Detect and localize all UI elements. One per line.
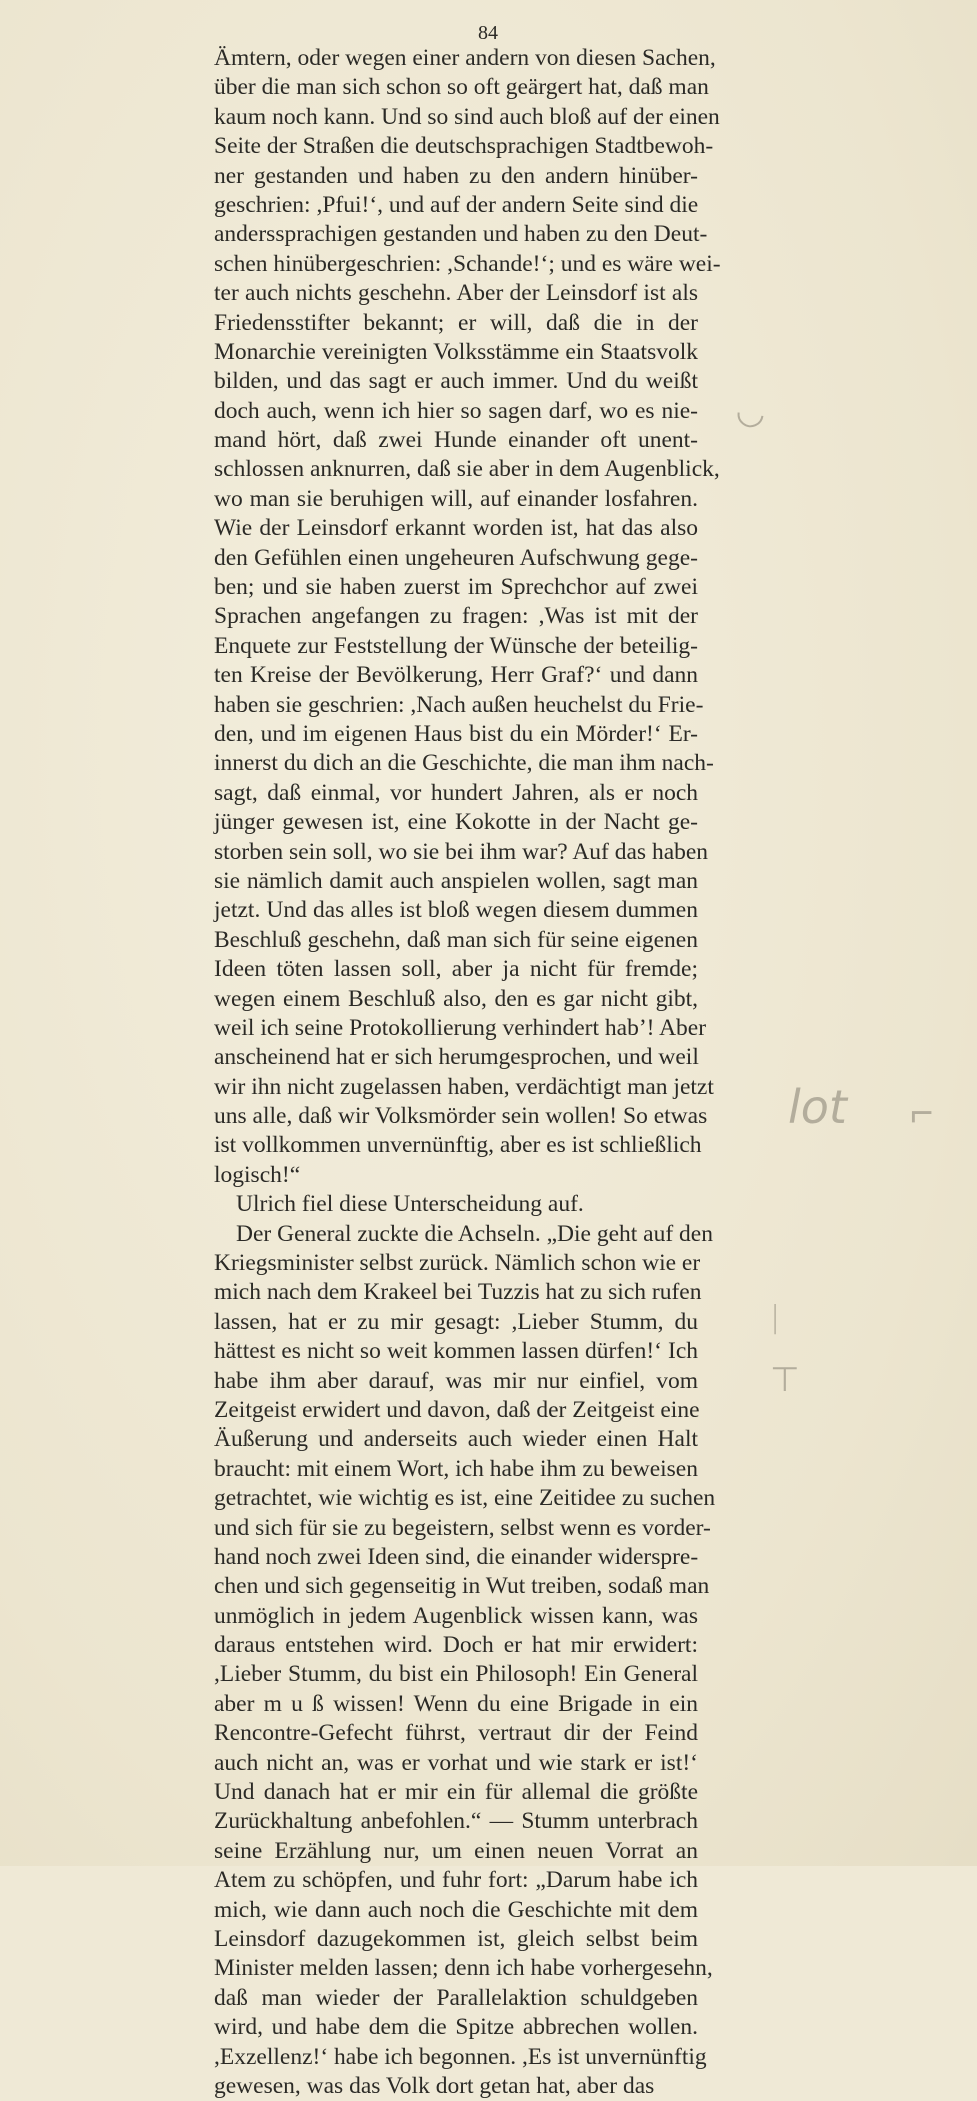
text-line: mand hört, daß zwei Hunde einander oft unent- [214,427,698,454]
text-line: wir ihn nicht zugelassen haben, verdächtigt man jetzt [214,1073,714,1100]
text-line: Ideen töten lassen soll, aber ja nicht für fremde; [214,956,698,983]
text-line: geschrien: ,Pfui!‘, und auf der andern Seite sind die [214,191,699,218]
text-line: gewesen, was das Volk dort getan hat, aber das [214,2072,655,2099]
text-line: getrachtet, wie wichtig es ist, eine Zeitidee zu suchen [214,1485,716,1512]
text-line: schlossen anknurren, daß sie aber in dem Augenblick, [214,456,720,483]
text-line: und sich für sie zu begeistern, selbst wenn es vorder- [214,1514,711,1541]
text-line: über die man sich schon so oft geärgert hat, daß man [214,74,709,101]
page-number: 84 [478,22,498,44]
text-line: Enquete zur Feststellung der Wünsche der beteilig- [214,632,698,659]
text-line: Monarchie vereinigten Volksstämme ein Staatsvolk [214,338,698,365]
text-line: habe ihm aber darauf, was mir nur einfiel, vom [214,1367,698,1394]
text-line: sie nämlich damit auch anspielen wollen, sagt man [214,867,698,894]
text-line: Rencontre-Gefecht führst, vertraut dir der Feind [214,1720,698,1747]
text-line: daraus entstehen wird. Doch er hat mir erwidert: [214,1632,698,1659]
text-line: ten Kreise der Bevölkerung, Herr Graf?‘ und dann [214,662,698,689]
text-line: mich, wie dann auch noch die Geschichte mit dem [214,1896,698,1923]
pencil-mark-stroke-icon: | [770,1300,781,1335]
text-line: ner gestanden und haben zu den andern hinüber- [214,162,698,189]
text-line: Wie der Leinsdorf erkannt worden ist, hat das also [214,515,698,542]
text-line: seine Erzählung nur, um einen neuen Vorrat an [214,1837,698,1864]
text-line: unmöglich in jedem Augenblick wissen kann, was [214,1602,698,1629]
text-line: ,Lieber Stumm, du bist ein Philosoph! Ein General [214,1661,698,1688]
text-line: aber m u ß wissen! Wenn du eine Brigade in ein [214,1690,698,1717]
text-line: logisch!“ [214,1161,301,1188]
pencil-annotation-bracket: ⌐ [910,1090,934,1136]
body-text [214,44,721,2101]
text-line: schen hinübergeschrien: ,Schande!‘; und es wäre wei- [214,250,721,277]
text-line: wo man sie beruhigen will, auf einander losfahren. [214,485,698,512]
text-line: lassen, hat er zu mir gesagt: ,Lieber Stumm, du [214,1308,698,1335]
text-line: uns alle, daß wir Volksmörder sein wollen! So etwas [214,1103,708,1130]
text-line: auch nicht an, was er vorhat und wie stark er ist!‘ [214,1749,698,1776]
text-line: anderssprachigen gestanden und haben zu den Deut- [214,221,708,248]
text-line: ben; und sie haben zuerst im Sprechchor auf zwei [214,574,698,601]
text-line: innerst du dich an die Geschichte, die man ihm nach- [214,750,714,777]
text-line: weil ich seine Protokollierung verhindert hab’! Aber [214,1014,707,1041]
text-line: Ulrich fiel diese Unterscheidung auf. [236,1191,584,1218]
text-line: ,Exzellenz!‘ habe ich begonnen. ,Es ist unvernünftig [214,2043,707,2070]
text-line: Zeitgeist erwidert und davon, daß der Zeitgeist eine [214,1396,700,1423]
text-line: Und danach hat er mir ein für allemal die größte [214,1779,698,1806]
text-line: Friedensstifter bekannt; er will, daß die in der [214,309,698,336]
text-line: Atem zu schöpfen, und fuhr fort: „Darum habe ich [214,1867,698,1894]
text-line: wegen einem Beschluß also, den es gar nicht gibt, [214,985,698,1012]
text-line: Der General zuckte die Achseln. „Die geht auf den [236,1220,713,1247]
text-line: wird, und habe dem die Spitze abbrechen wollen. [214,2014,698,2041]
text-line: den, und im eigenen Haus bist du ein Mörder!‘ Er- [214,720,698,747]
text-line: Zurückhaltung anbefohlen.“ — Stumm unterbrach [214,1808,698,1835]
text-line: Beschluß geschehn, daß man sich für seine eigenen [214,926,698,953]
text-line: haben sie geschrien: ,Nach außen heuchelst du Frie- [214,691,704,718]
text-line: Sprachen angefangen zu fragen: ,Was ist mit der [214,603,698,630]
text-line: chen und sich gegenseitig in Wut treiben, sodaß man [214,1573,710,1600]
text-line: mich nach dem Krakeel bei Tuzzis hat zu sich rufen [214,1279,702,1306]
text-line: hättest es nicht so weit kommen lassen dürfen!‘ Ich [214,1338,698,1365]
text-line: Kriegsminister selbst zurück. Nämlich schon wie er [214,1250,701,1277]
pencil-mark-curve-icon: ◡ [733,390,769,434]
text-line: daß man wieder der Parallelaktion schuldgeben [214,1984,698,2011]
pencil-mark-tick-icon: ⊤ [770,1360,800,1400]
text-line: storben sein soll, wo sie bei ihm war? Auf das haben [214,838,709,865]
text-line: Ämtern, oder wegen einer andern von diesen Sachen, [214,45,716,71]
text-line: Äußerung und anderseits auch wieder einen Halt [214,1426,698,1453]
text-line: anscheinend hat er sich herumgesprochen, und weil [214,1044,699,1071]
text-line: jünger gewesen ist, eine Kokotte in der Nacht ge- [214,809,698,836]
text-line: bilden, und das sagt er auch immer. Und du weißt [214,368,698,395]
text-line: ter auch nichts geschehn. Aber der Leinsdorf ist als [214,280,698,307]
pencil-annotation-lot: lot [788,1080,847,1134]
text-line: braucht: mit einem Wort, ich habe ihm zu beweisen [214,1455,698,1482]
text-line: Minister melden lassen; denn ich habe vorhergesehn, [214,1955,713,1982]
text-line: Leinsdorf dazugekommen ist, gleich selbst beim [214,1926,698,1952]
text-line: sagt, daß einmal, vor hundert Jahren, als er noch [214,779,698,806]
text-line: Seite der Straßen die deutschsprachigen Stadtbewoh- [214,133,714,160]
text-line: ist vollkommen unvernünftig, aber es ist schließlich [214,1132,702,1159]
text-line: kaum noch kann. Und so sind auch bloß auf der einen [214,103,720,130]
text-line: jetzt. Und das alles ist bloß wegen diesem dummen [214,897,698,924]
text-line: hand noch zwei Ideen sind, die einander widerspre- [214,1543,699,1570]
text-line: den Gefühlen einen ungeheuren Aufschwung gege- [214,544,698,571]
text-line: doch auch, wenn ich hier so sagen darf, wo es nie- [214,397,698,424]
